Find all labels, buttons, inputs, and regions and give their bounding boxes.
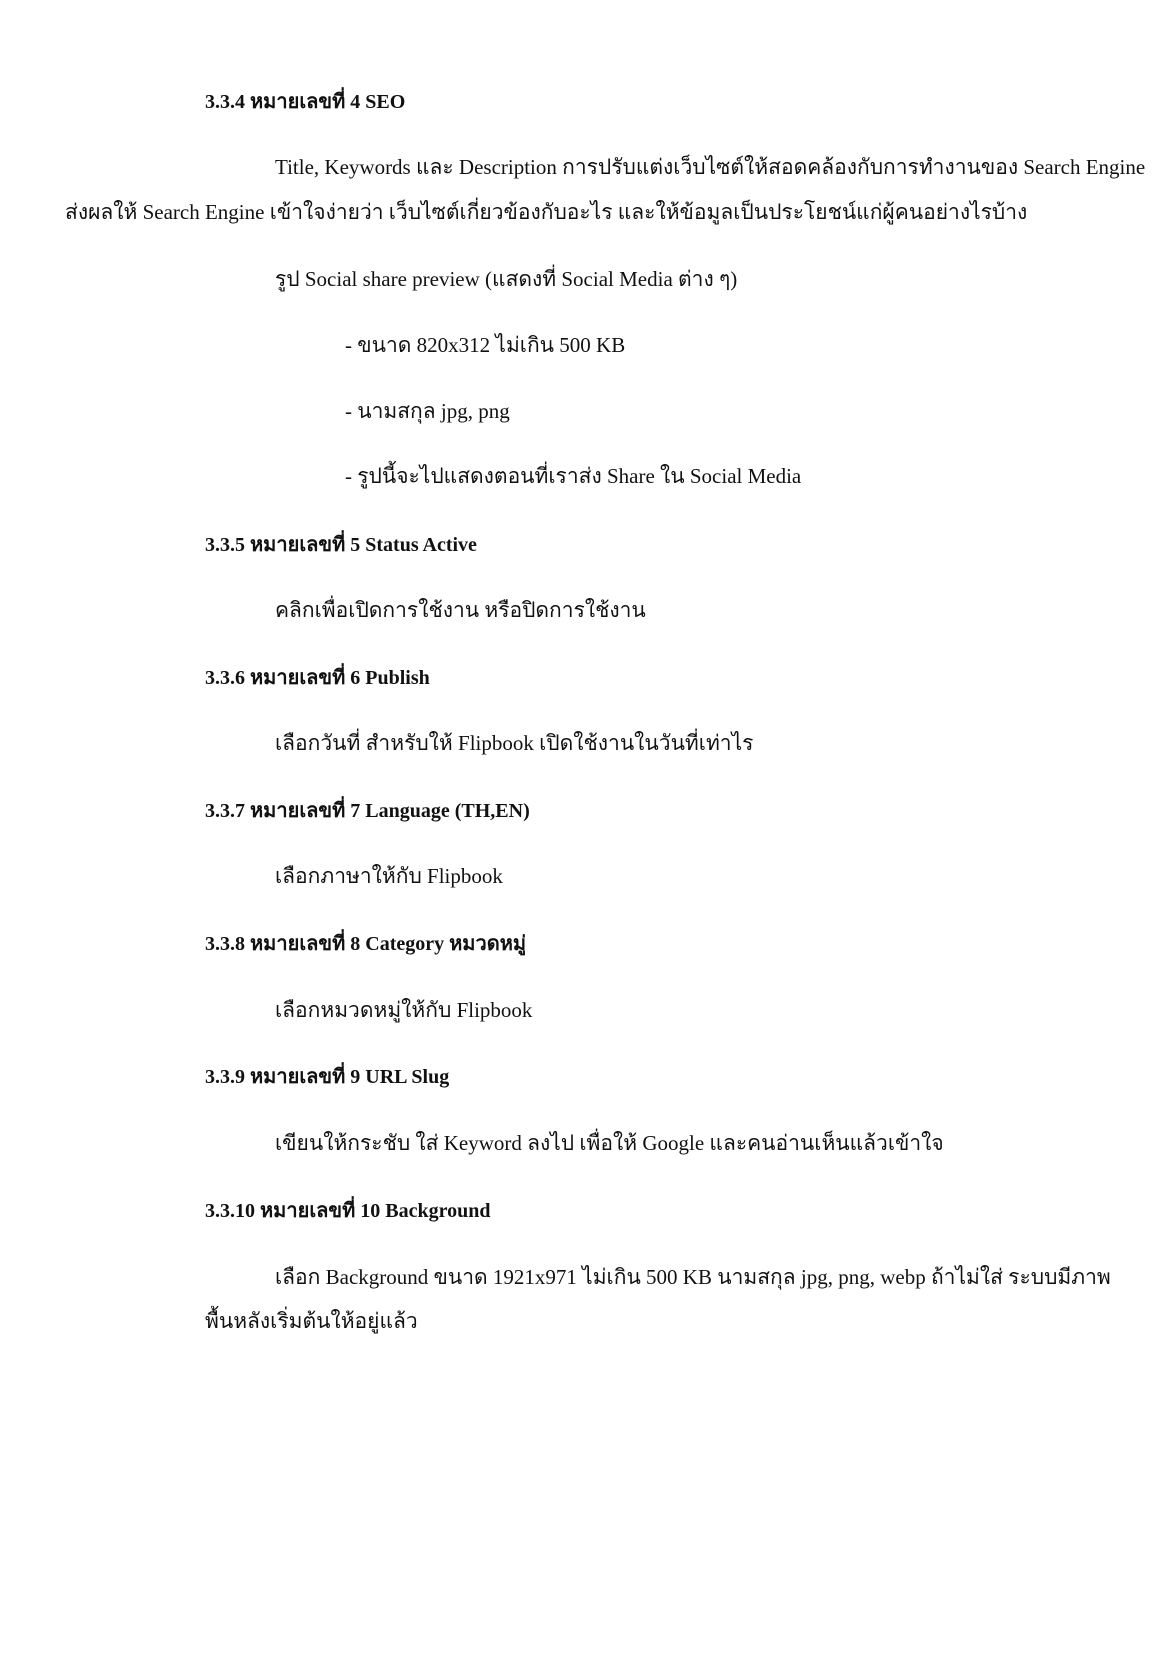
background-description-line-2: พื้นหลังเริ่มต้นให้อยู่แล้ว (205, 1309, 418, 1333)
social-share-extension-item: - นามสกุล jpg, png (345, 399, 510, 423)
publish-description: เลือกวันที่ สำหรับให้ Flipbook เปิดใช้งานในวันที่เท่าไร (275, 731, 754, 755)
language-description: เลือกภาษาให้กับ Flipbook (275, 864, 503, 888)
section-heading-3-3-9: 3.3.9 หมายเลขที่ 9 URL Slug (205, 1066, 450, 1088)
background-description-line-1: เลือก Background ขนาด 1921x971 ไม่เกิน 500 KB นามสกุล jpg, png, webp ถ้าไม่ใส่ ระบบมีภาพ (275, 1265, 1111, 1289)
social-share-size-item: - ขนาด 820x312 ไม่เกิน 500 KB (345, 333, 626, 357)
social-share-usage-item: - รูปนี้จะไปแสดงตอนที่เราส่ง Share ใน Social Media (345, 464, 802, 488)
section-heading-3-3-7: 3.3.7 หมายเลขที่ 7 Language (TH,EN) (205, 800, 530, 822)
section-heading-3-3-6: 3.3.6 หมายเลขที่ 6 Publish (205, 667, 430, 689)
social-share-preview-label: รูป Social share preview (แสดงที่ Social Media ต่าง ๆ) (275, 267, 738, 291)
seo-description-line-1: Title, Keywords และ Description การปรับแต่งเว็บไซต์ให้สอดคล้องกับการทำงานของ Search Engine (275, 155, 1146, 179)
status-active-description: คลิกเพื่อเปิดการใช้งาน หรือปิดการใช้งาน (275, 598, 646, 622)
category-description: เลือกหมวดหมู่ให้กับ Flipbook (275, 998, 533, 1022)
url-slug-description: เขียนให้กระชับ ใส่ Keyword ลงไป เพื่อให้ Google และคนอ่านเห็นแล้วเข้าใจ (275, 1131, 944, 1155)
section-heading-3-3-5: 3.3.5 หมายเลขที่ 5 Status Active (205, 534, 477, 556)
section-heading-3-3-4: 3.3.4 หมายเลขที่ 4 SEO (205, 91, 406, 113)
section-heading-3-3-10: 3.3.10 หมายเลขที่ 10 Background (205, 1200, 491, 1222)
section-heading-3-3-8: 3.3.8 หมายเลขที่ 8 Category หมวดหมู่ (205, 933, 527, 955)
seo-description-line-2: ส่งผลให้ Search Engine เข้าใจง่ายว่า เว็บไซต์เกี่ยวข้องกับอะไร และให้ข้อมูลเป็นประโยชน์แก่ผู้คนอย่างไรบ้าง (65, 200, 1028, 224)
